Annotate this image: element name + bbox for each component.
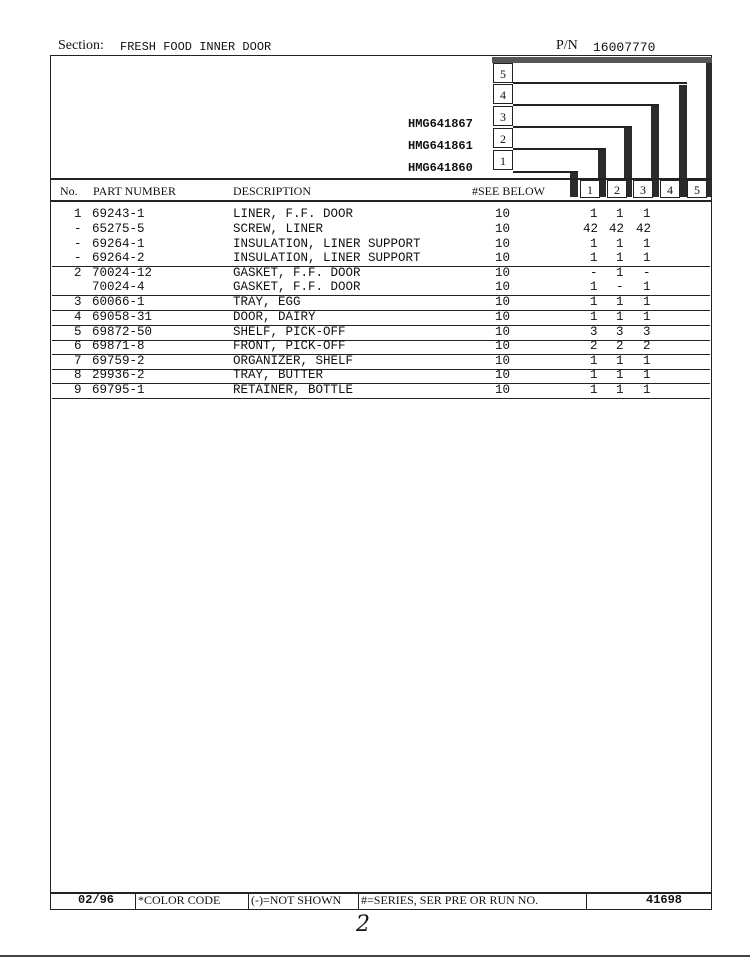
description: INSULATION, LINER SUPPORT bbox=[233, 251, 421, 265]
qty-series-2: 1 bbox=[616, 310, 624, 324]
col-header-see-below: #SEE BELOW bbox=[472, 184, 545, 198]
table-row bbox=[52, 237, 710, 252]
footer-color-code: *COLOR CODE bbox=[138, 893, 221, 907]
description: TRAY, BUTTER bbox=[233, 368, 324, 382]
qty-series-3: 42 bbox=[636, 222, 652, 236]
part-number: 60066-1 bbox=[92, 295, 145, 309]
table-row bbox=[52, 251, 710, 267]
description: LINER, F.F. DOOR bbox=[233, 207, 354, 221]
series-bar-5 bbox=[706, 57, 712, 197]
col-header-series-2: 2 bbox=[607, 180, 627, 198]
qty-series-2: 1 bbox=[616, 237, 624, 251]
description: FRONT, PICK-OFF bbox=[233, 339, 346, 353]
qty-series-2: - bbox=[616, 280, 624, 294]
col-header-description: DESCRIPTION bbox=[233, 184, 312, 198]
item-no: 4 bbox=[74, 310, 82, 324]
qty-series-3: 1 bbox=[643, 310, 651, 324]
item-no: 6 bbox=[74, 339, 82, 353]
series-number-2: 2 bbox=[493, 128, 513, 148]
qty-series-1: - bbox=[590, 266, 598, 280]
qty-series-3: 2 bbox=[643, 339, 651, 353]
qty-series-2: 1 bbox=[616, 266, 624, 280]
qty-series-3: 1 bbox=[643, 295, 651, 309]
qty-series-2: 1 bbox=[616, 207, 624, 221]
col-header-no: No. bbox=[60, 184, 78, 198]
col-header-part-number: PART NUMBER bbox=[93, 184, 176, 198]
qty-series-1: 1 bbox=[590, 383, 598, 397]
item-no: 5 bbox=[74, 325, 82, 339]
qty-series-2: 1 bbox=[616, 368, 624, 382]
model-number: HMG641861 bbox=[408, 139, 473, 153]
see-below: 10 bbox=[495, 222, 511, 236]
qty-series-3: - bbox=[643, 266, 651, 280]
table-row bbox=[52, 310, 710, 326]
table-row bbox=[52, 368, 710, 384]
series-number-1: 1 bbox=[493, 150, 513, 170]
description: TRAY, EGG bbox=[233, 295, 301, 309]
part-number: 65275-5 bbox=[92, 222, 145, 236]
qty-series-1: 42 bbox=[583, 222, 599, 236]
qty-series-1: 1 bbox=[590, 354, 598, 368]
model-number: HMG641860 bbox=[408, 161, 473, 175]
item-no: 7 bbox=[74, 354, 82, 368]
table-row bbox=[52, 295, 710, 311]
description: DOOR, DAIRY bbox=[233, 310, 316, 324]
pn-value: 16007770 bbox=[593, 40, 656, 55]
part-number: 69264-1 bbox=[92, 237, 145, 251]
pn-label: P/N bbox=[556, 38, 578, 53]
description: GASKET, F.F. DOOR bbox=[233, 266, 361, 280]
part-number: 69243-1 bbox=[92, 207, 145, 221]
footer-date: 02/96 bbox=[78, 893, 115, 907]
part-number: 69872-50 bbox=[92, 325, 153, 339]
col-header-series-1: 1 bbox=[580, 180, 600, 198]
qty-series-3: 1 bbox=[643, 251, 651, 265]
qty-series-3: 3 bbox=[643, 325, 651, 339]
footer-document-number: 41698 bbox=[646, 893, 683, 907]
scan-edge-line bbox=[0, 955, 750, 957]
qty-series-1: 3 bbox=[590, 325, 598, 339]
footer-not-shown: (-)=NOT SHOWN bbox=[251, 893, 342, 907]
part-number: 70024-12 bbox=[92, 266, 153, 280]
qty-series-2: 3 bbox=[616, 325, 624, 339]
part-number: 69871-8 bbox=[92, 339, 145, 353]
qty-series-2: 1 bbox=[616, 251, 624, 265]
section-title: FRESH FOOD INNER DOOR bbox=[120, 40, 272, 54]
part-number: 70024-4 bbox=[92, 280, 145, 294]
qty-series-3: 1 bbox=[643, 207, 651, 221]
qty-series-1: 1 bbox=[590, 237, 598, 251]
qty-series-2: 1 bbox=[616, 354, 624, 368]
see-below: 10 bbox=[495, 251, 511, 265]
description: SCREW, LINER bbox=[233, 222, 324, 236]
qty-series-2: 2 bbox=[616, 339, 624, 353]
qty-series-1: 1 bbox=[590, 251, 598, 265]
qty-series-1: 2 bbox=[590, 339, 598, 353]
table-row bbox=[52, 339, 710, 355]
part-number: 29936-2 bbox=[92, 368, 145, 382]
item-no: 2 bbox=[74, 266, 82, 280]
item-no: 3 bbox=[74, 295, 82, 309]
item-no: 8 bbox=[74, 368, 82, 382]
see-below: 10 bbox=[495, 266, 511, 280]
item-no: 9 bbox=[74, 383, 82, 397]
qty-series-3: 1 bbox=[643, 383, 651, 397]
qty-series-1: 1 bbox=[590, 280, 598, 294]
qty-series-2: 1 bbox=[616, 295, 624, 309]
model-number: HMG641867 bbox=[408, 117, 473, 131]
table-row bbox=[52, 266, 710, 281]
series-number-3: 3 bbox=[493, 106, 513, 126]
table-row bbox=[52, 280, 710, 296]
qty-series-1: 1 bbox=[590, 295, 598, 309]
item-no: 1 bbox=[74, 207, 82, 221]
part-number: 69759-2 bbox=[92, 354, 145, 368]
see-below: 10 bbox=[495, 339, 511, 353]
table-row bbox=[52, 383, 710, 399]
table-row bbox=[52, 222, 710, 237]
part-number: 69795-1 bbox=[92, 383, 145, 397]
description: SHELF, PICK-OFF bbox=[233, 325, 346, 339]
section-label: Section: bbox=[58, 38, 104, 53]
col-header-series-5: 5 bbox=[687, 180, 707, 198]
description: GASKET, F.F. DOOR bbox=[233, 280, 361, 294]
series-bar-0 bbox=[570, 173, 578, 197]
see-below: 10 bbox=[495, 383, 511, 397]
part-number: 69058-31 bbox=[92, 310, 153, 324]
description: RETAINER, BOTTLE bbox=[233, 383, 354, 397]
footer-series-note: #=SERIES, SER PRE OR RUN NO. bbox=[361, 893, 539, 907]
description: ORGANIZER, SHELF bbox=[233, 354, 354, 368]
qty-series-2: 42 bbox=[609, 222, 625, 236]
qty-series-1: 1 bbox=[590, 368, 598, 382]
qty-series-3: 1 bbox=[643, 368, 651, 382]
col-header-series-4: 4 bbox=[660, 180, 680, 198]
see-below: 10 bbox=[495, 354, 511, 368]
qty-series-3: 1 bbox=[643, 354, 651, 368]
page-mark: 2 bbox=[356, 912, 370, 937]
qty-series-2: 1 bbox=[616, 383, 624, 397]
see-below: 10 bbox=[495, 280, 511, 294]
qty-series-3: 1 bbox=[643, 237, 651, 251]
series-number-5: 5 bbox=[493, 63, 513, 83]
see-below: 10 bbox=[495, 207, 511, 221]
item-no: - bbox=[74, 237, 82, 251]
qty-series-3: 1 bbox=[643, 280, 651, 294]
item-no: - bbox=[74, 251, 82, 265]
see-below: 10 bbox=[495, 368, 511, 382]
see-below: 10 bbox=[495, 325, 511, 339]
series-number-4: 4 bbox=[493, 84, 513, 104]
qty-series-1: 1 bbox=[590, 310, 598, 324]
col-header-series-3: 3 bbox=[633, 180, 653, 198]
item-no: - bbox=[74, 222, 82, 236]
see-below: 10 bbox=[495, 295, 511, 309]
table-row bbox=[52, 207, 710, 222]
see-below: 10 bbox=[495, 310, 511, 324]
see-below: 10 bbox=[495, 237, 511, 251]
series-bar-4 bbox=[679, 85, 687, 197]
qty-series-1: 1 bbox=[590, 207, 598, 221]
description: INSULATION, LINER SUPPORT bbox=[233, 237, 421, 251]
part-number: 69264-2 bbox=[92, 251, 145, 265]
